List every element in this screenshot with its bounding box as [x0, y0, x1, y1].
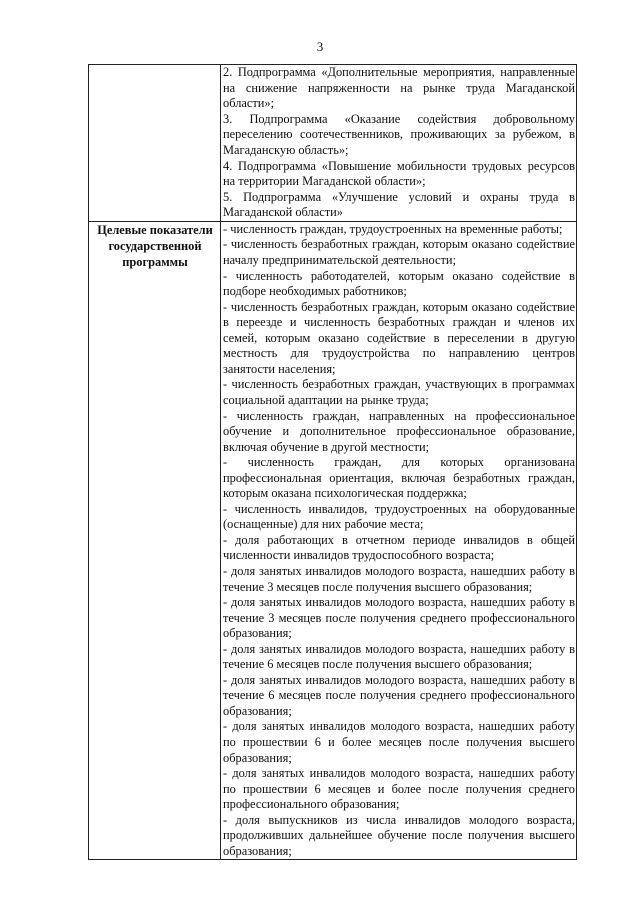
indicator-item: - численность безработных граждан, которым оказано содействие в переезде и численность безработных граждан и членов их семей, которым оказано содействие в переселении в другую местность для трудоустройства по направлению центров занятости населения; — [223, 299, 575, 376]
indicators-row — [89, 221, 577, 859]
page-number: 3 — [316, 39, 324, 54]
indicator-item: - доля выпускников из числа инвалидов молодого возраста, продолживших дальнейшее обучение после получения высшего образования; — [223, 812, 575, 858]
subprogram-item: 2. Подпрограмма «Дополнительные мероприятия, направленные на снижение напряженности на рынке труда Магаданской области»; — [223, 65, 575, 111]
indicator-item: - доля занятых инвалидов молодого возраста, нашедших работу в течение 3 месяцев после получения среднего профессионального образования; — [223, 595, 575, 641]
subprograms-row — [89, 65, 577, 222]
indicator-item: - доля занятых инвалидов молодого возраста, нашедших работу по прошествии 6 месяцев и более после получения среднего профессионального образования; — [223, 766, 575, 812]
subprograms-cell — [221, 65, 577, 222]
indicator-item: - численность безработных граждан, участвующих в программах социальной адаптации на рынке труда; — [223, 377, 575, 407]
indicator-item: - численность безработных граждан, которым оказано содействие началу предпринимательской деятельности; — [223, 237, 575, 268]
indicator-item: - доля работающих в отчетном периоде инвалидов в общей численности инвалидов трудоспособного возраста; — [223, 532, 575, 563]
indicator-item: - доля занятых инвалидов молодого возраста, нашедших работу в течение 6 месяцев после получения высшего образования; — [223, 641, 575, 672]
subprograms-label-cell — [89, 65, 221, 222]
indicator-item: - доля занятых инвалидов молодого возраста, нашедших работу в течение 3 месяцев после получения высшего образования; — [223, 563, 575, 594]
indicator-item: - численность работодателей, которым оказано содействие в подборе необходимых работников; — [223, 268, 575, 299]
indicator-item: - численность граждан, направленных на профессиональное обучение и дополнительное профессиональное образование, включая обучение в другой местности; — [223, 408, 575, 454]
indicator-item: - доля занятых инвалидов молодого возраста, нашедших работу по прошествии 6 и более месяцев после получения высшего образования; — [223, 719, 575, 765]
indicator-item: - численность граждан, трудоустроенных на временные работы; — [223, 221, 563, 236]
program-passport-table — [88, 64, 577, 860]
subprogram-item: 3. Подпрограмма «Оказание содействия добровольному переселению соотечественников, проживающих за рубежом, в Магаданскую область»; — [223, 111, 575, 157]
indicator-item: - численность граждан, для которых организована профессиональная ориентация, включая безработных граждан, которым оказана психологическая поддержка; — [223, 455, 575, 501]
indicators-label-cell — [89, 221, 221, 859]
subprogram-item: 5. Подпрограмма «Улучшение условий и охраны труда в Магаданской области» — [223, 189, 575, 220]
indicators-cell — [221, 221, 577, 859]
subprogram-item: 4. Подпрограмма «Повышение мобильности трудовых ресурсов на территории Магаданской области»; — [223, 158, 575, 189]
section-label: Целевые показатели государственной программы — [97, 222, 213, 269]
indicator-item: - доля занятых инвалидов молодого возраста, нашедших работу в течение 6 месяцев после получения среднего профессионального образования; — [223, 672, 575, 718]
indicator-item: - численность инвалидов, трудоустроенных на оборудованные (оснащенные) для них рабочие места; — [223, 501, 575, 532]
